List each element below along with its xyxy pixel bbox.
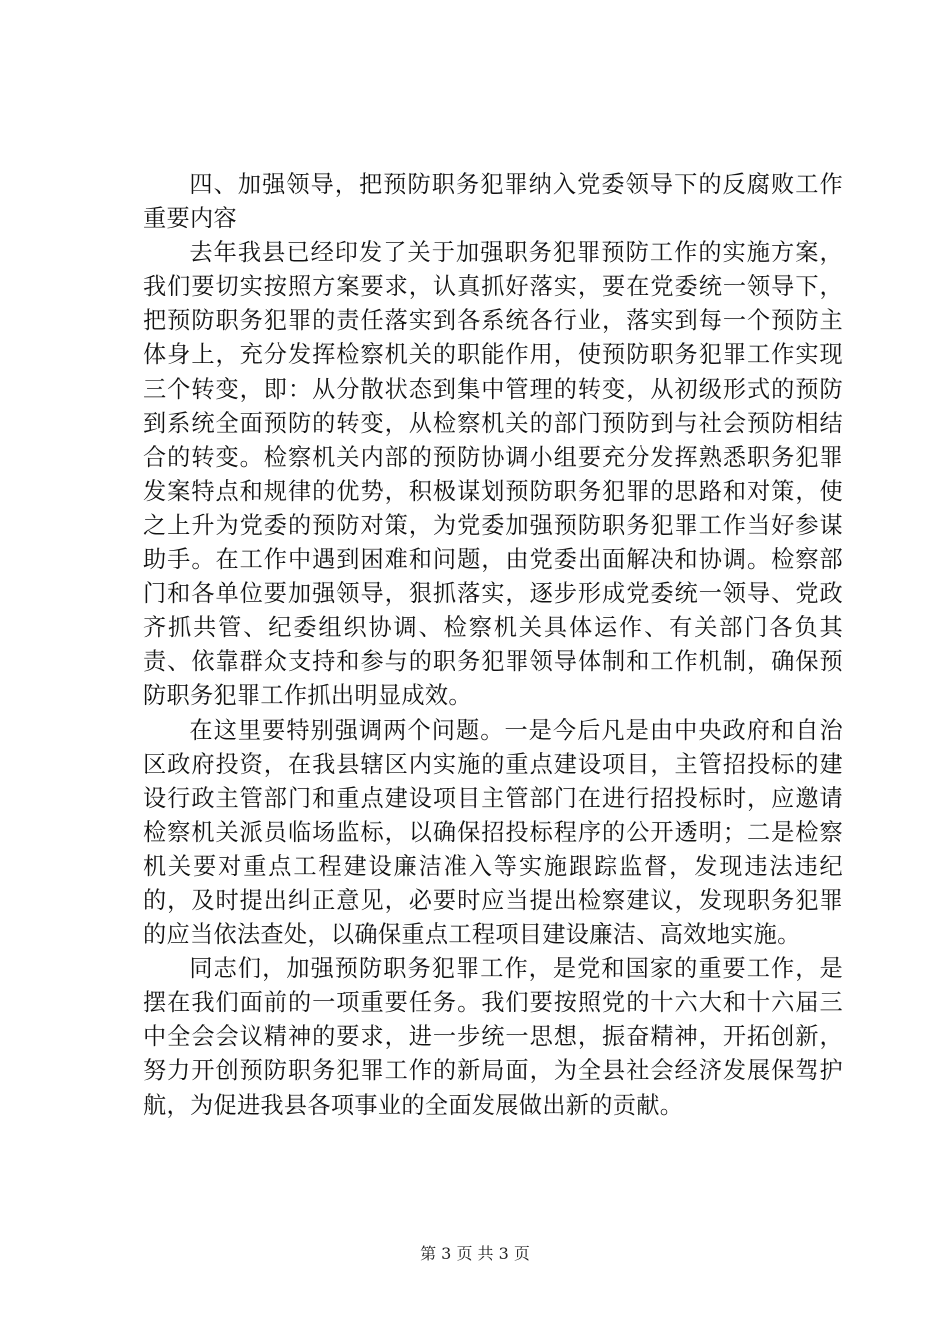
document-body bbox=[143, 168, 843, 1123]
section-heading-paragraph: 四、加强领导，把预防职务犯罪纳入党委领导下的反腐败工作重要内容 bbox=[143, 171, 843, 233]
page-number-footer: 第 3 页 共 3 页 bbox=[420, 1244, 530, 1263]
body-paragraph: 同志们，加强预防职务犯罪工作，是党和国家的重要工作，是摆在我们面前的一项重要任务。我们要按照党的十六大和十六届三中全会会议精神的要求，进一步统一思想，振奋精神，开拓创新，努力开创预防职务犯罪工作的新局面，为全县社会经济发展保驾护航，为促进我县各项事业的全面发展做出新的贡献。 bbox=[143, 955, 843, 1119]
body-paragraph: 去年我县已经印发了关于加强职务犯罪预防工作的实施方案，我们要切实按照方案要求，认真抓好落实，要在党委统一领导下，把预防职务犯罪的责任落实到各系统各行业，落实到每一个预防主体身上，充分发挥检察机关的职能作用，使预防职务犯罪工作实现三个转变，即：从分散状态到集中管理的转变，从初级形式的预防到系统全面预防的转变，从检察机关的部门预防到与社会预防相结合的转变。检察机关内部的预防协调小组要充分发挥熟悉职务犯罪发案特点和规律的优势，积极谋划预防职务犯罪的思路和对策，使之上升为党委的预防对策，为党委加强预防职务犯罪工作当好参谋助手。在工作中遇到困难和问题，由党委出面解决和协调。检察部门和各单位要加强领导，狠抓落实，逐步形成党委统一领导、党政齐抓共管、纪委组织协调、检察机关具体运作、有关部门各负其责、依靠群众支持和参与的职务犯罪领导体制和工作机制，确保预防职务犯罪工作抓出明显成效。 bbox=[143, 239, 843, 710]
body-paragraph: 在这里要特别强调两个问题。一是今后凡是由中央政府和自治区政府投资，在我县辖区内实施的重点建设项目，主管招投标的建设行政主管部门和重点建设项目主管部门在进行招投标时，应邀请检察机关派员临场监标，以确保招投标程序的公开透明；二是检察机关要对重点工程建设廉洁准入等实施跟踪监督，发现违法违纪的，及时提出纠正意见，必要时应当提出检察建议，发现职务犯罪的应当依法查处，以确保重点工程项目建设廉洁、高效地实施。 bbox=[143, 716, 843, 949]
